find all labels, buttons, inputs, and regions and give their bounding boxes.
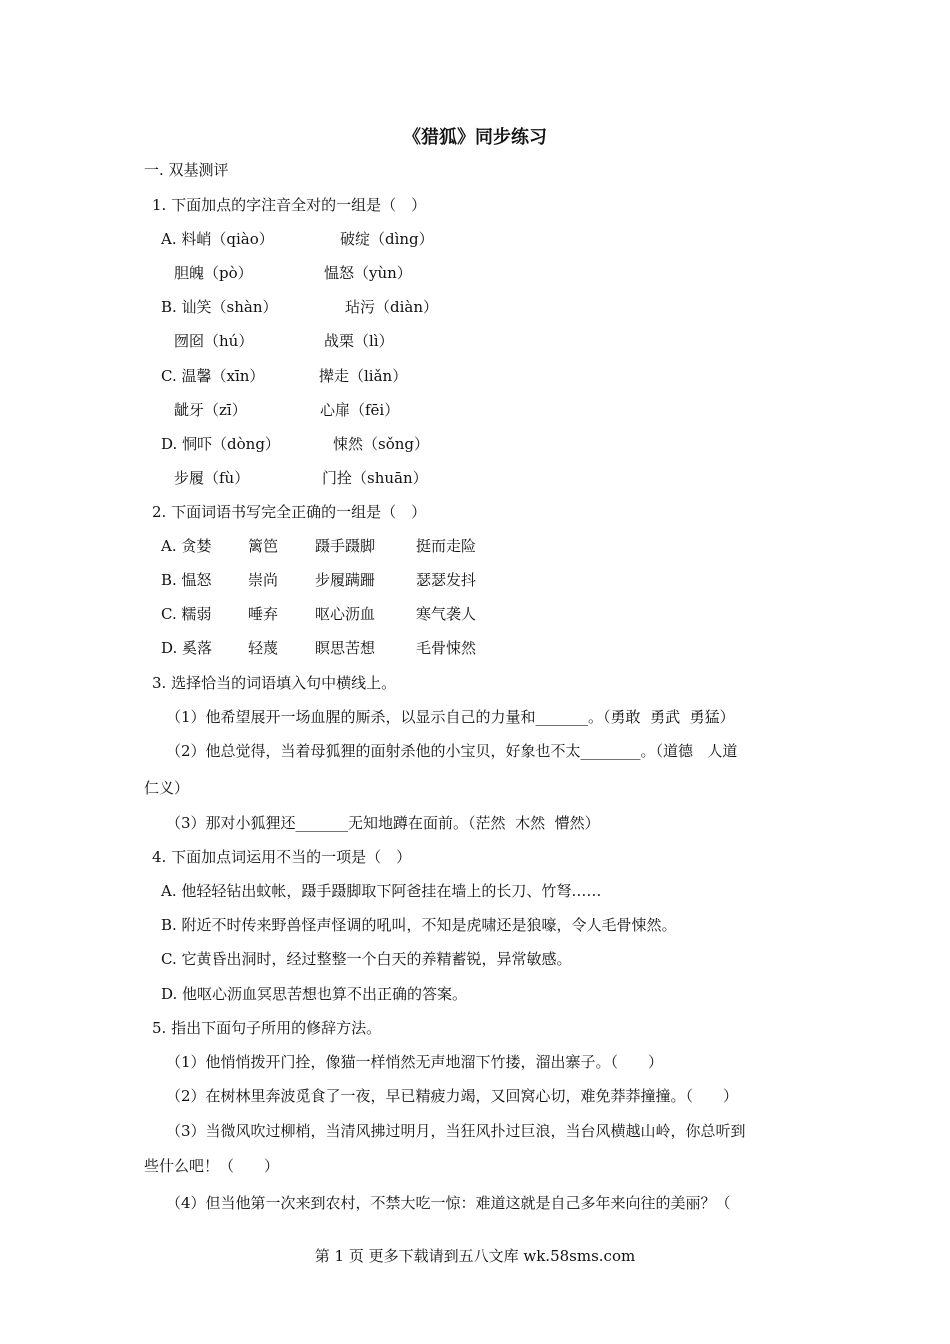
- q4-option-a: A. 他轻轻钻出蚊帐，蹑手蹑脚取下阿爸挂在墙上的长刀、竹弩……: [161, 882, 602, 900]
- q5-sentence-2: （2）在树林里奔波觅食了一夜，早已精疲力竭，又回窝心切，难免莽莽撞撞。（ ）: [166, 1087, 739, 1105]
- q3-stem: 3. 选择恰当的词语填入句中横线上。: [152, 674, 397, 692]
- q3-sentence-1: （1）他希望展开一场血腥的厮杀，以显示自己的力量和_______。（勇敢 勇武 勇猛）: [166, 708, 735, 726]
- q2-option-b-word2: 崇尚: [248, 571, 279, 589]
- q1-option-c: C. 温馨（xīn）: [161, 367, 265, 385]
- section-heading: 一. 双基测评: [144, 161, 229, 179]
- q4-option-d: D. 他呕心沥血冥思苦想也算不出正确的答案。: [161, 985, 468, 1003]
- q1-option-d: D. 恫吓（dòng）: [161, 435, 280, 453]
- q1-option-a-word2: 破绽（dìng）: [340, 230, 434, 248]
- q2-option-c-word3: 呕心沥血: [315, 605, 376, 623]
- page-title: 《猎狐》同步练习: [403, 127, 547, 148]
- q2-stem: 2. 下面词语书写完全正确的一组是（ ）: [152, 503, 427, 521]
- q1-option-a-word4: 愠怒（yùn）: [324, 264, 412, 282]
- q3-sentence-2: （2）他总觉得，当着母狐狸的面射杀他的小宝贝，好象也不太________。（道德 人道: [166, 742, 738, 760]
- q2-option-d-word3: 瞑思苦想: [315, 639, 376, 657]
- q1-option-d-word3: 步履（fù）: [174, 469, 250, 487]
- q2-option-a-word2: 篱笆: [248, 537, 279, 555]
- q5-sentence-1: （1）他悄悄拨开门拴，像猫一样悄然无声地溜下竹搂，溜出寨子。（ ）: [166, 1053, 664, 1071]
- q1-option-b-word4: 战栗（lì）: [324, 332, 394, 350]
- q2-option-b-word4: 瑟瑟发抖: [416, 571, 477, 589]
- q4-option-b: B. 附近不时传来野兽怪声怪调的吼叫，不知是虎啸还是狼嚎，令人毛骨悚然。: [161, 916, 677, 934]
- q2-option-c-word4: 寒气袭人: [416, 605, 477, 623]
- q1-option-d-word2: 悚然（sǒng）: [333, 435, 429, 453]
- q3-sentence-3: （3）那对小狐狸还_______无知地蹲在面前。（茫然 木然 懵然）: [166, 814, 600, 832]
- q2-option-a-word4: 挺而走险: [416, 537, 477, 555]
- q2-option-c-word2: 唾弃: [248, 605, 279, 623]
- q2-option-d-word4: 毛骨悚然: [416, 639, 477, 657]
- q2-option-a-word3: 蹑手蹑脚: [315, 537, 376, 555]
- q2-option-d-word2: 轻蔑: [248, 639, 279, 657]
- q5-stem: 5. 指出下面句子所用的修辞方法。: [152, 1019, 382, 1037]
- q2-option-b: B. 愠怒: [161, 571, 212, 589]
- q4-option-c: C. 它黄昏出洞时，经过整整一个白天的养精蓄锐，异常敏感。: [161, 950, 572, 968]
- q2-option-d: D. 奚落: [161, 639, 213, 657]
- q1-option-b: B. 讪笑（shàn）: [161, 298, 278, 316]
- q2-option-c: C. 糯弱: [161, 605, 212, 623]
- q1-option-c-word3: 龇牙（zī）: [174, 401, 247, 419]
- q5-sentence-3-cont: 些什么吧！（ ）: [144, 1157, 280, 1175]
- q1-stem: 1. 下面加点的字注音全对的一组是（ ）: [152, 196, 427, 214]
- q5-sentence-4: （4）但当他第一次来到农村，不禁大吃一惊：难道这就是自己多年来向往的美丽？（: [166, 1194, 731, 1212]
- q1-option-a: A. 料峭（qiào）: [161, 230, 274, 248]
- q5-sentence-3: （3）当微风吹过柳梢，当清风拂过明月，当狂风扑过巨浪，当台风横越山岭，你总听到: [166, 1122, 746, 1140]
- q2-option-b-word3: 步履蹒跚: [315, 571, 376, 589]
- q1-option-c-word4: 心扉（fēi）: [320, 401, 400, 419]
- q1-option-c-word2: 撵走（liǎn）: [319, 367, 408, 385]
- q1-option-b-word2: 玷污（diàn）: [345, 298, 439, 316]
- q3-sentence-2-cont: 仁义）: [144, 779, 190, 797]
- q4-stem: 4. 下面加点词运用不当的一项是（ ）: [152, 848, 412, 866]
- page-footer: 第 1 页 更多下载请到五八文库 wk.58sms.com: [314, 1247, 636, 1265]
- q1-option-d-word4: 门拴（shuān）: [322, 469, 428, 487]
- q1-option-b-word3: 囫囵（hú）: [174, 332, 254, 350]
- q1-option-a-word3: 胆魄（pò）: [174, 264, 253, 282]
- q2-option-a: A. 贪婪: [161, 537, 212, 555]
